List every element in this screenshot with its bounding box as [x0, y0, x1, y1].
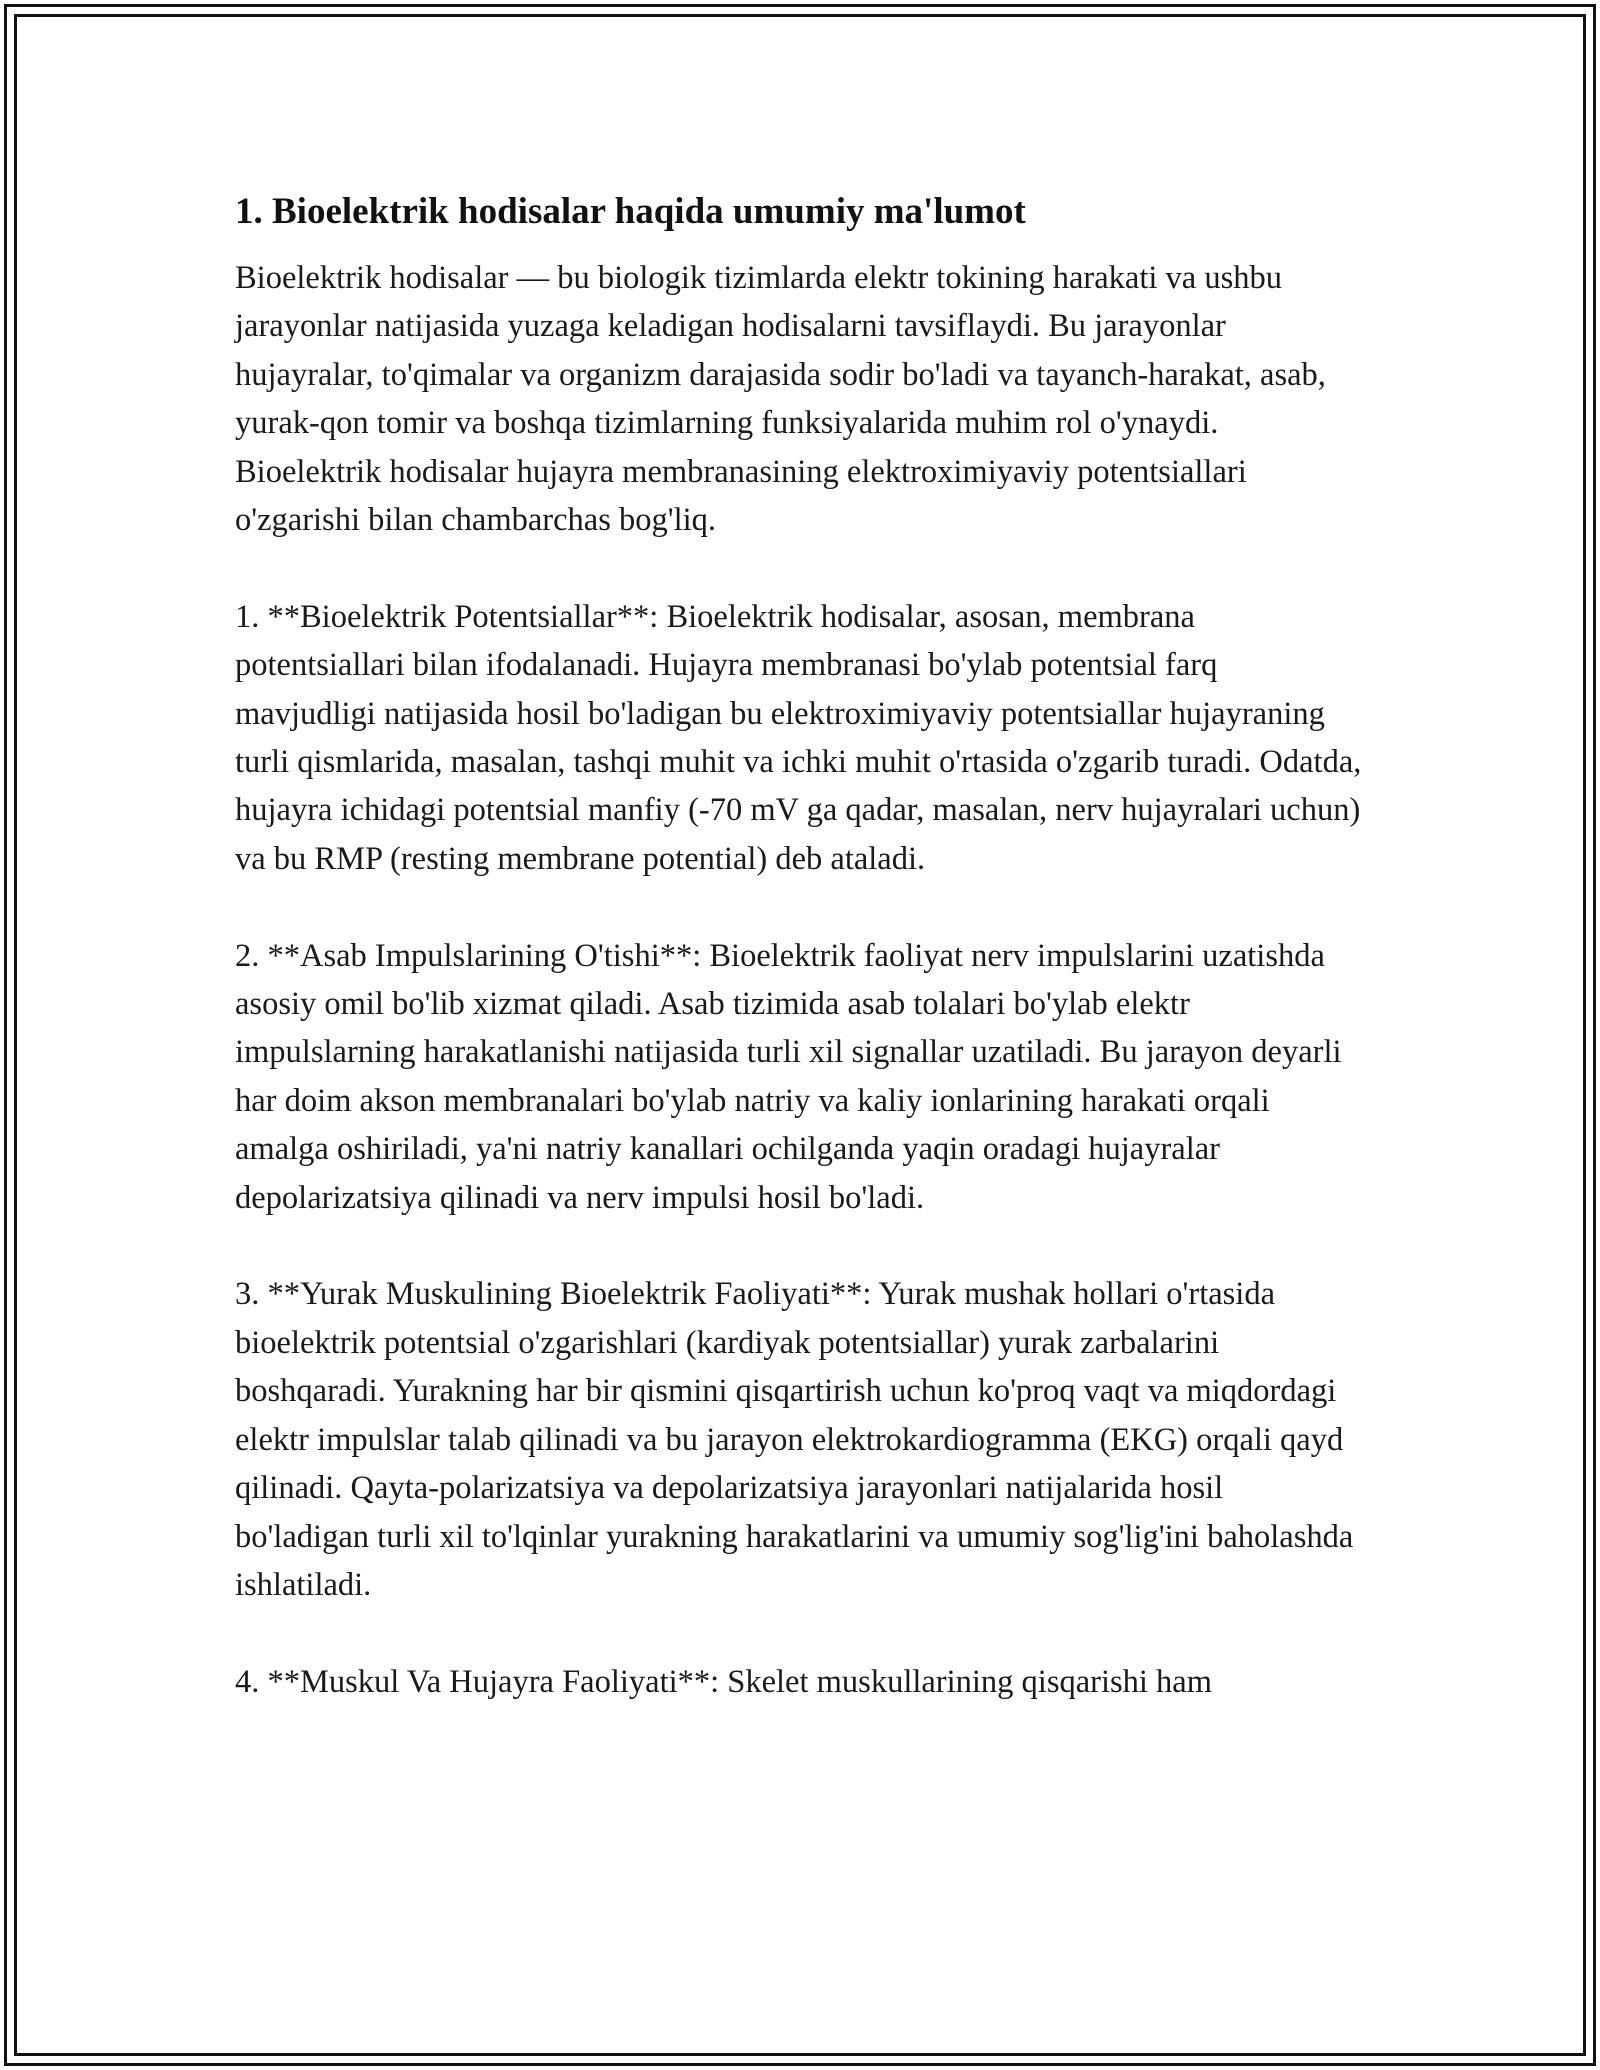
list-item-heart-muscle-activity: 3. **Yurak Muskulining Bioelektrik Faoliyati**: Yurak mushak hollari o'rtasida bioelektrik potentsial o'zgarishlari (kardiyak potentsiallar) yurak zarbalarini boshqaradi. Yurakning har bir qismini qisqartirish uchun ko'proq vaqt va miqdordagi elektr impulslar talab qilinadi va bu jarayon elektrokardiogramma (EKG) orqali qayd qilinadi. Qayta-polarizatsiya va depolarizatsiya jarayonlari natijalarida hosil bo'ladigan turli xil to'lqinlar yurakning harakatlarini va umumiy sog'lig'ini baholashda ishlatiladi.: [235, 1276, 1354, 1603]
list-item-nerve-impulses: 2. **Asab Impulslarining O'tishi**: Bioelektrik faoliyat nerv impulslarini uzatishda asosiy omil bo'lib xizmat qiladi. Asab tizimida asab tolalari bo'ylab elektr impulslarning harakatlanishi natijasida turli xil signallar uzatiladi. Bu jarayon deyarli har doim akson membranalari bo'ylab natriy va kaliy ionlarining harakati orqali amalga oshiriladi, ya'ni natriy kanallari ochilganda yaqin oradagi hujayralar depolarizatsiya qilinadi va nerv impulsi hosil bo'ladi.: [235, 937, 1342, 1216]
document-body: [235, 186, 1365, 1706]
list-item-bioelectric-potentials: 1. **Bioelektrik Potentsiallar**: Bioelektrik hodisalar, asosan, membrana potentsiallari bilan ifodalanadi. Hujayra membranasi bo'ylab potentsial farq mavjudligi natijasida hosil bo'ladigan bu elektroximiyaviy potentsiallar hujayraning turli qismlarida, masalan, tashqi muhit va ichki muhit o'rtasida o'zgarib turadi. Odatda, hujayra ichidagi potentsial manfiy (-70 mV ga qadar, masalan, nerv hujayralari uchun) va bu RMP (resting membrane potential) deb ataladi.: [235, 598, 1362, 877]
list-item-muscle-cell-activity: 4. **Muskul Va Hujayra Faoliyati**: Skelet muskullarining qisqarishi ham: [235, 1663, 1213, 1700]
intro-paragraph: Bioelektrik hodisalar — bu biologik tizimlarda elektr tokining harakati va ushbu jarayonlar natijasida yuzaga keladigan hodisalarni tavsiflaydi. Bu jarayonlar hujayralar, to'qimalar va organizm darajasida sodir bo'ladi va tayanch-harakat, asab, yurak-qon tomir va boshqa tizimlarning funksiyalarida muhim rol o'ynaydi. Bioelektrik hodisalar hujayra membranasining elektroximiyaviy potentsiallari o'zgarishi bilan chambarchas bog'liq.: [235, 260, 1326, 539]
section-heading: 1. Bioelektrik hodisalar haqida umumiy ma'lumot: [235, 191, 1026, 232]
